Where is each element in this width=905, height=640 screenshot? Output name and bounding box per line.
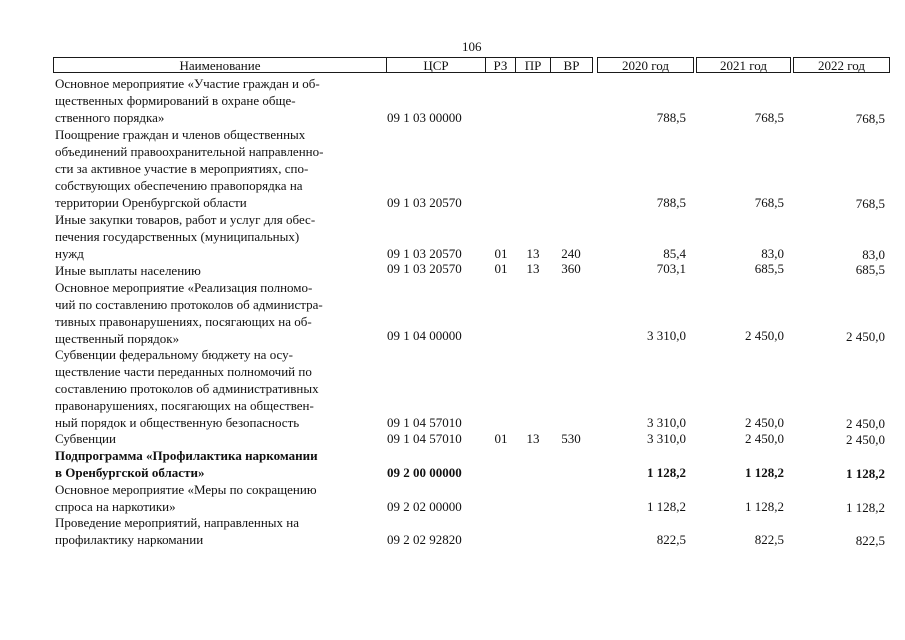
row-rz: 01 <box>494 261 508 276</box>
row-csr: 09 1 04 00000 <box>387 328 462 343</box>
header-csr: ЦСР <box>387 57 486 73</box>
header-pr: ПР <box>516 57 551 73</box>
row-pr: 13 <box>526 261 540 276</box>
row-2022: 768,5 <box>855 111 885 126</box>
row-pr: 13 <box>526 431 540 446</box>
row-2021: 1 128,2 <box>745 465 784 480</box>
row-2021: 1 128,2 <box>745 499 784 514</box>
row-csr: 09 1 03 00000 <box>387 110 462 125</box>
row-vr: 530 <box>561 431 581 446</box>
row-csr: 09 2 02 00000 <box>387 499 462 514</box>
row-2021: 2 450,0 <box>745 415 784 430</box>
row-2021: 83,0 <box>761 246 784 261</box>
row-name: Основное мероприятие «Меры по сокращению спроса на наркотики» <box>55 482 317 514</box>
header-2022: 2022 год <box>793 57 890 73</box>
row-2020: 788,5 <box>656 195 686 210</box>
row-2020: 1 128,2 <box>647 465 686 480</box>
header-name: Наименование <box>53 57 387 73</box>
row-2021: 768,5 <box>754 110 784 125</box>
row-2022: 685,5 <box>855 262 885 277</box>
row-2020: 703,1 <box>656 261 686 276</box>
row-2021: 822,5 <box>754 532 784 547</box>
row-csr: 09 1 03 20570 <box>387 261 462 276</box>
row-2020: 3 310,0 <box>647 431 686 446</box>
row-name: Основное мероприятие «Реализация полномо- чий по составлению протоколов об администра- тивных правонарушениях, посягающих на об- щественный порядок» <box>55 280 323 346</box>
row-name: Проведение мероприятий, направленных на профилактику наркомании <box>55 515 299 547</box>
row-2020: 822,5 <box>656 532 686 547</box>
row-2021: 685,5 <box>754 261 784 276</box>
row-csr: 09 1 03 20570 <box>387 246 462 261</box>
row-name: Субвенции федеральному бюджету на осу- ществление части переданных полномочий по составлению протоколов об административных правонарушениях, посягающих на обществен- ный порядок и общественную безопасность <box>55 347 319 430</box>
row-2020: 3 310,0 <box>647 415 686 430</box>
row-csr: 09 2 02 92820 <box>387 532 462 547</box>
row-name: Субвенции <box>55 431 116 446</box>
row-csr: 09 1 03 20570 <box>387 195 462 210</box>
row-rz: 01 <box>494 431 508 446</box>
row-2022: 768,5 <box>855 196 885 211</box>
row-2021: 2 450,0 <box>745 328 784 343</box>
row-csr: 09 2 00 00000 <box>387 465 462 480</box>
row-2022: 1 128,2 <box>846 466 885 481</box>
row-vr: 360 <box>561 261 581 276</box>
row-2022: 2 450,0 <box>846 416 885 431</box>
row-2020: 85,4 <box>663 246 686 261</box>
row-csr: 09 1 04 57010 <box>387 431 462 446</box>
row-rz: 01 <box>494 246 508 261</box>
row-pr: 13 <box>526 246 540 261</box>
row-2022: 2 450,0 <box>846 432 885 447</box>
row-2022: 822,5 <box>855 533 885 548</box>
header-2020: 2020 год <box>597 57 694 73</box>
row-name: Подпрограмма «Профилактика наркомании в Оренбургской области» <box>55 448 318 480</box>
row-2020: 788,5 <box>656 110 686 125</box>
row-2020: 1 128,2 <box>647 499 686 514</box>
row-2022: 83,0 <box>862 247 885 262</box>
header-rz: РЗ <box>486 57 516 73</box>
row-name: Основное мероприятие «Участие граждан и об- щественных формирований в охране обще- ственного порядка» <box>55 76 320 125</box>
row-2022: 1 128,2 <box>846 500 885 515</box>
header-vr: ВР <box>551 57 593 73</box>
row-vr: 240 <box>561 246 581 261</box>
row-2022: 2 450,0 <box>846 329 885 344</box>
row-name: Иные выплаты населению <box>55 263 201 278</box>
row-2021: 768,5 <box>754 195 784 210</box>
row-csr: 09 1 04 57010 <box>387 415 462 430</box>
row-2020: 3 310,0 <box>647 328 686 343</box>
row-2021: 2 450,0 <box>745 431 784 446</box>
row-name: Иные закупки товаров, работ и услуг для обес- печения государственных (муниципальных) нужд <box>55 212 316 261</box>
page-number: 106 <box>462 39 482 54</box>
header-2021: 2021 год <box>696 57 791 73</box>
row-name: Поощрение граждан и членов общественных объединений правоохранительной направленно- сти за активное участие в мероприятиях, спо- собствующих обеспечению правопорядка на территории Оренбургской области <box>55 127 324 210</box>
